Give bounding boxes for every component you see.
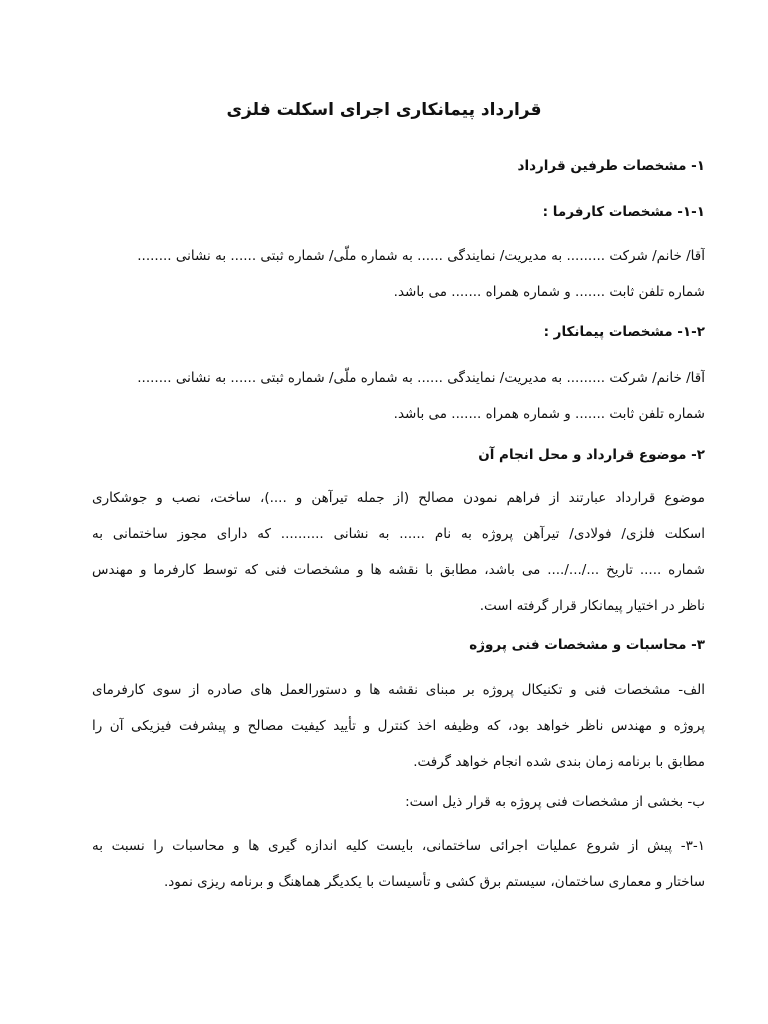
- section-2-heading-block: [92, 443, 705, 467]
- alef-line: پروژه و مهندس ناظر خواهد بود، که وظیفه اخذ کنترل و تأیید کیفیت مصالح و پیشرفت فیزیکی آن را: [92, 718, 705, 734]
- employer-heading: ۱-۱- مشخصات کارفرما :: [542, 204, 705, 220]
- section-2-line: موضوع قرارداد عبارتند از فراهم نمودن مصالح (از جمله تیرآهن و ....)، ساخت، نصب و جوشکاری: [92, 490, 705, 506]
- contractor-details: [92, 366, 705, 438]
- section-3-heading: ۳- محاسبات و مشخصات فنی پروژه: [469, 637, 705, 653]
- section-2-line: اسکلت فلزی/ فولادی/ تیرآهن پروژه به نام ...... به نشانی .......... که دارای مجوز ساختمانی به: [92, 526, 705, 542]
- section-3-be: [92, 790, 705, 826]
- item-3-1-line: ساختار و معماری ساختمان، سیستم برق کشی و تأسیسات با یکدیگر هماهنگ و برنامه ریزی نمود.: [163, 874, 705, 890]
- contractor-heading: ۱-۲- مشخصات پیمانکار :: [543, 324, 705, 340]
- employer-line-2: شماره تلفن ثابت ....... و شماره همراه ....... می باشد.: [393, 284, 705, 300]
- document-title: قرارداد پیمانکاری اجرای اسکلت فلزی: [226, 100, 542, 120]
- alef-line: الف- مشخصات فنی و تکنیکال پروژه بر مبنای نقشه ها و دستورالعمل های صادره از سوی کارفرمای: [92, 682, 705, 698]
- section-1-heading-block: [92, 154, 705, 178]
- employer-details: [92, 244, 705, 316]
- employer-section: [92, 200, 705, 224]
- section-3-heading-block: [92, 633, 705, 657]
- section-3-alef: [92, 678, 705, 786]
- section-1-heading: ۱- مشخصات طرفین قرارداد: [517, 158, 705, 174]
- item-3-1-line: ۳-۱- پیش از شروع عملیات اجرائی ساختمانی، بایست کلیه اندازه گیری ها و محاسبات را نسبت به: [92, 838, 705, 854]
- section-2-line: شماره ..... تاریخ .../.../.... می باشد، مطابق با نقشه ها و مشخصات فنی که توسط کارفرما و مهندس: [92, 562, 705, 578]
- employer-line-1: آقا/ خانم/ شرکت ......... به مدیریت/ نمایندگی ...... به شماره ملّی/ شماره ثبتی ...... به نشانی ........: [137, 248, 705, 264]
- section-2-line: ناظر در اختیار پیمانکار قرار گرفته است.: [479, 598, 705, 614]
- section-2-heading: ۲- موضوع قرارداد و محل انجام آن: [478, 447, 705, 463]
- be-line: ب- بخشی از مشخصات فنی پروژه به قرار ذیل است:: [405, 794, 705, 810]
- alef-line: مطابق با برنامه زمان بندی شده انجام خواهد گرفت.: [413, 754, 705, 770]
- contractor-section: [92, 320, 705, 344]
- item-3-1: [92, 834, 705, 906]
- contractor-line-2: شماره تلفن ثابت ....... و شماره همراه ....... می باشد.: [393, 406, 705, 422]
- contractor-line-1: آقا/ خانم/ شرکت ......... به مدیریت/ نمایندگی ...... به شماره ملّی/ شماره ثبتی ...... به نشانی ........: [137, 370, 705, 386]
- section-2-body: [92, 486, 705, 630]
